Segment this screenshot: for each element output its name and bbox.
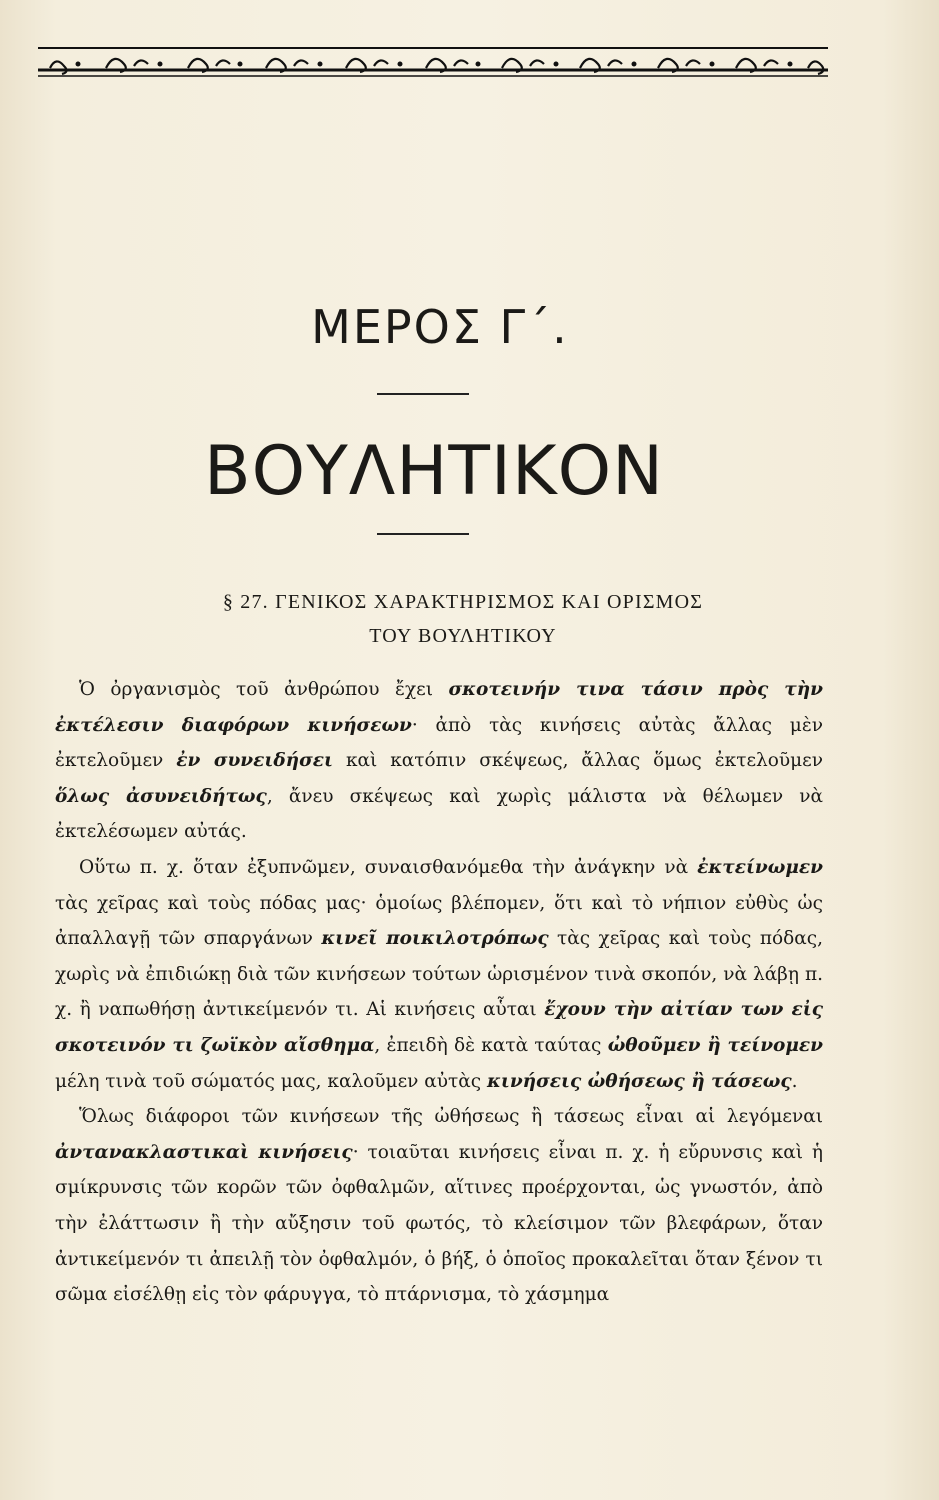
main-title: ΒΟΥΛΗΤΙΚΟΝ bbox=[204, 432, 664, 511]
paragraph bbox=[55, 1099, 823, 1313]
emphasis-segment: ἐν συνειδήσει bbox=[176, 750, 333, 772]
paragraph bbox=[55, 850, 823, 1099]
decorative-border-ornament-icon bbox=[38, 40, 828, 88]
text-segment: · ἀπὸ τὰς κινήσεις αὐτὰς ἄλλας μὲν ἐκτελοῦμεν bbox=[55, 714, 823, 772]
emphasis-segment: ὅλως ἀσυνειδήτως bbox=[55, 785, 267, 807]
emphasis-segment: ἀντανακλαστικαὶ κινήσεις bbox=[55, 1141, 353, 1163]
part-title: ΜΕΡΟΣ Γ΄. bbox=[311, 300, 569, 354]
text-segment: μέλη τινὰ τοῦ σώματός μας, καλοῦμεν αὐτὰς bbox=[55, 1070, 487, 1092]
section-title-line-2: ΤΟΥ ΒΟΥΛΗΤΙΚΟΥ bbox=[369, 625, 557, 647]
title-divider-top bbox=[377, 393, 469, 395]
emphasis-segment: κινήσεις ὠθήσεως ἢ τάσεως bbox=[487, 1070, 792, 1092]
emphasis-segment: ὠθοῦμεν ἢ τείνομεν bbox=[607, 1034, 824, 1056]
text-segment: Ὁ ὀργανισμὸς τοῦ ἀνθρώπου ἔχει bbox=[79, 679, 449, 700]
text-segment: , ἄνευ σκέψεως καὶ χωρὶς μάλιστα νὰ θέλωμεν νὰ ἐκτελέσωμεν αὐτάς. bbox=[55, 785, 824, 843]
text-segment: Οὕτω π. χ. ὅταν ἐξυπνῶμεν, συναισθανόμεθα τὴν ἀνάγκην νὰ bbox=[79, 856, 698, 878]
paragraph bbox=[55, 672, 823, 850]
text-segment: , ἐπειδὴ δὲ κατὰ ταύτας bbox=[374, 1034, 608, 1056]
section-heading-line-1 bbox=[138, 585, 788, 619]
text-segment: . bbox=[791, 1070, 798, 1092]
text-segment: καὶ κατόπιν σκέψεως, ἄλλας ὅμως ἐκτελοῦμεν bbox=[332, 750, 823, 772]
text-segment: Ὅλως διάφοροι τῶν κινήσεων τῆς ὠθήσεως ἢ τάσεως εἶναι αἱ λεγόμεναι bbox=[79, 1106, 823, 1128]
title-divider-bottom bbox=[377, 533, 469, 535]
text-segment: τὰς χεῖρας καὶ τοὺς πόδας μας· ὁμοίως βλέπομεν, ὅτι καὶ τὸ νήπιον εὐθὺς ὡς ἀπαλλαγῇ τῶν σπαργάνων bbox=[55, 892, 823, 950]
body-text bbox=[55, 672, 823, 1313]
emphasis-segment: ἐκτείνωμεν bbox=[697, 856, 823, 878]
text-segment: · τοιαῦται κινήσεις εἶναι π. χ. ἡ εὔρυνσις καὶ ἡ σμίκρυνσις τῶν κορῶν τῶν ὀφθαλμῶν, αἵτινες προέρχονται, ὡς γνωστόν, ἀπὸ τὴν ἐλάττωσιν ἢ τὴν αὔξησιν τοῦ φωτός, τὸ κλείσιμον τῶν βλεφάρων, ὅταν ἀντικείμενόν τι ἀπειλῇ τὸν ὀφθαλμόν, ὁ βήξ, ὁ ὁποῖος προκαλεῖται ὅταν ξένον τι σῶμα εἰσέλθῃ εἰς τὸν φάρυγγα, τὸ πτάρνισμα, τὸ χάσμημα bbox=[55, 1141, 823, 1306]
emphasis-segment: σκοτεινήν τινα τάσιν πρὸς τὴν ἐκτέλεσιν διαφόρων κινήσεων bbox=[55, 679, 823, 736]
text-segment: τὰς χεῖρας καὶ τοὺς πόδας, χωρὶς νὰ ἐπιδιώκῃ διὰ τῶν κινήσεων τούτων ὡρισμένον τινὰ σκοπόν, νὰ λάβῃ π. χ. ἢ ναπωθήσῃ ἀντικείμενόν τι. Αἱ κινήσεις αὗται bbox=[55, 928, 823, 1021]
emphasis-segment: ἔχουν τὴν αἰτίαν των εἰς σκοτεινόν τι ζωϊκὸν αἴσθημα bbox=[55, 999, 823, 1056]
section-title-line-1: ΓΕΝΙΚΟΣ ΧΑΡΑΚΤΗΡΙΣΜΟΣ ΚΑΙ ΟΡΙΣΜΟΣ bbox=[275, 591, 704, 613]
section-number: § 27. bbox=[222, 591, 269, 613]
section-heading bbox=[138, 585, 788, 653]
emphasis-segment: κινεῖ ποικιλοτρόπως bbox=[321, 928, 549, 950]
